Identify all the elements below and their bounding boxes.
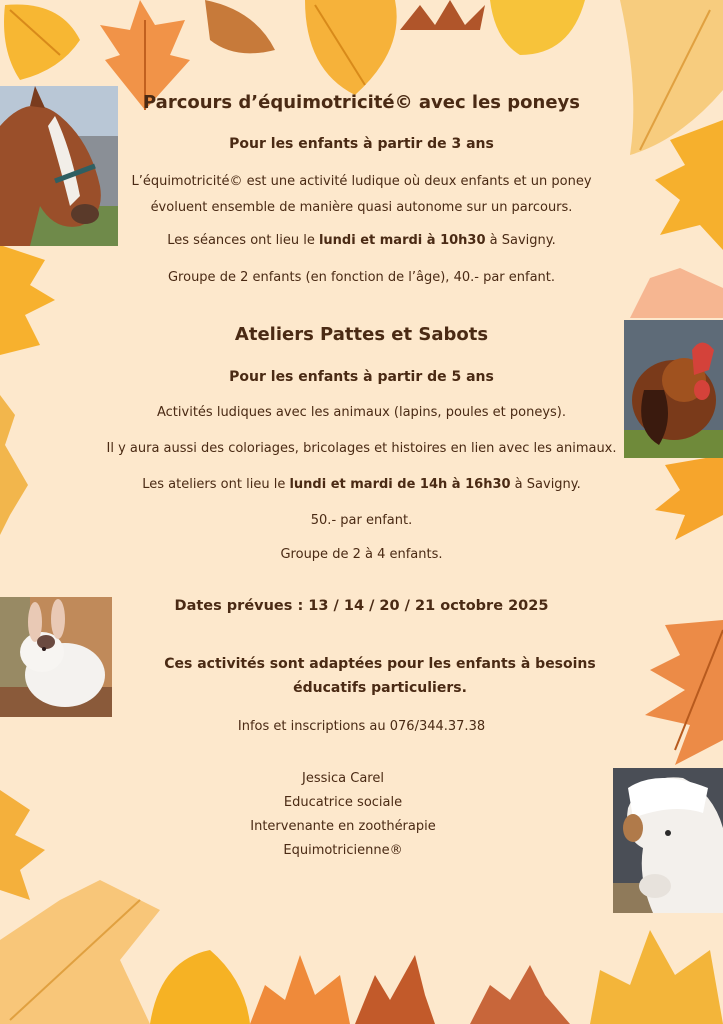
leaf-decoration-bottom-4 — [355, 955, 435, 1024]
leaf-decoration-top-3 — [295, 0, 405, 100]
section2-audience: Pour les enfants à partir de 5 ans — [229, 369, 494, 385]
section1-sessions-suffix: à Savigny. — [485, 233, 556, 248]
leaf-decoration-bottom-3 — [250, 955, 350, 1024]
section1-sessions-time: lundi et mardi à 10h30 — [318, 233, 486, 248]
section1-group-price: Groupe de 2 enfants (en fonction de l’âge), 40.- par enfant. — [167, 270, 556, 285]
section1-title: Parcours d’équimotricité© avec les poneys — [142, 92, 581, 113]
section1-sessions — [0, 233, 723, 248]
special-needs-note: Ces activités sont adaptées pour les enfants à besoins éducatifs particuliers. — [164, 656, 596, 696]
section2-sessions-time: lundi et mardi de 14h à 16h30 — [289, 477, 511, 492]
section1-sessions-prefix: Les séances ont lieu le — [167, 233, 319, 248]
leaf-decoration-top-left — [0, 0, 90, 90]
section2-price: 50.- par enfant. — [310, 513, 413, 528]
leaf-decoration-bottom-right — [590, 930, 723, 1024]
section2-group: Groupe de 2 à 4 enfants. — [280, 547, 443, 562]
rabbit-photo — [0, 597, 112, 717]
section2-extras: Il y aura aussi des coloriages, bricolages et histoires en lien avec les animaux. — [106, 441, 617, 456]
section2-sessions — [0, 477, 723, 492]
planned-dates: Dates prévues : 13 / 14 / 20 / 21 octobre 2025 — [174, 598, 549, 614]
section2-activities: Activités ludiques avec les animaux (lapins, poules et poneys). — [157, 405, 566, 420]
signature-role-1: Educatrice sociale — [283, 795, 403, 810]
signature-role-2: Intervenante en zoothérapie — [250, 819, 436, 834]
signature-name: Jessica Carel — [302, 771, 384, 786]
pony-photo — [613, 768, 723, 913]
section1-description-line1: L’équimotricité© est une activité ludique où deux enfants et un poney — [131, 174, 592, 189]
contact-info: Infos et inscriptions au 076/344.37.38 — [237, 719, 486, 734]
section1-description-line2: évoluent ensemble de manière quasi autonome sur un parcours. — [150, 200, 573, 215]
section2-sessions-prefix: Les ateliers ont lieu le — [142, 477, 290, 492]
leaf-decoration-top-5 — [490, 0, 590, 60]
leaf-decoration-bottom-left — [0, 880, 165, 1024]
leaf-decoration-right-4 — [645, 620, 723, 765]
leaf-decoration-bottom-2 — [150, 950, 250, 1024]
leaf-decoration-top-4 — [400, 0, 490, 35]
section2-sessions-suffix: à Savigny. — [510, 477, 581, 492]
leaf-decoration-bottom-5 — [470, 965, 570, 1024]
section1-audience: Pour les enfants à partir de 3 ans — [229, 136, 494, 152]
signature-role-3: Equimotricienne® — [283, 843, 403, 858]
leaf-decoration-top-2 — [205, 0, 285, 60]
section2-title: Ateliers Pattes et Sabots — [234, 324, 489, 345]
